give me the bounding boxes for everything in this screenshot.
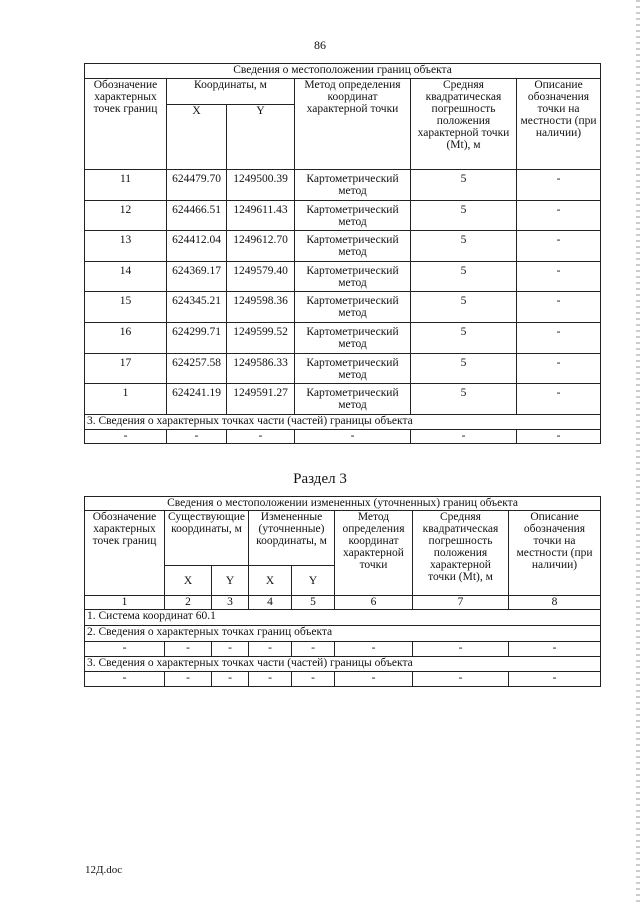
header-y1: Y	[212, 566, 249, 596]
table-row	[85, 353, 601, 384]
cell-desc: -	[517, 353, 601, 384]
footer-filename: 12Д.doc	[85, 864, 123, 876]
cell-point: 17	[85, 353, 167, 384]
cell: -	[509, 672, 601, 687]
cell-method: Картометрический метод	[295, 292, 411, 323]
cell: -	[212, 672, 249, 687]
table1-body	[85, 170, 601, 415]
cell-method: Картометрический метод	[295, 231, 411, 262]
cell-x: 624369.17	[167, 261, 227, 292]
cell: -	[85, 672, 165, 687]
cell-mt: 5	[411, 200, 517, 231]
cell-point: 11	[85, 170, 167, 201]
cell: -	[517, 429, 601, 443]
header-x: X	[167, 105, 227, 170]
table-row	[85, 322, 601, 353]
header-description: Описание обозначения точки на местности (при наличии)	[509, 511, 601, 596]
cell-method: Картометрический метод	[295, 170, 411, 201]
scan-edge	[636, 0, 640, 905]
cell: -	[292, 672, 335, 687]
cell-desc: -	[517, 322, 601, 353]
table2-section3-row	[85, 672, 601, 687]
cell: -	[335, 642, 413, 657]
header-x2: X	[249, 566, 292, 596]
cell-y: 1249612.70	[227, 231, 295, 262]
page-number: 86	[314, 38, 326, 52]
cell-y: 1249599.52	[227, 322, 295, 353]
cell-x: 624479.70	[167, 170, 227, 201]
cell: 2	[165, 596, 212, 610]
cell-y: 1249591.27	[227, 384, 295, 415]
header-designation: Обозначение характерных точек границ	[85, 79, 167, 170]
cell: -	[249, 642, 292, 657]
header-changed: Измененные (уточненные) координаты, м	[249, 511, 335, 566]
cell-x: 624241.19	[167, 384, 227, 415]
cell-method: Картометрический метод	[295, 200, 411, 231]
coord-system: 1. Система координат 60.1	[85, 610, 601, 626]
cell-point: 1	[85, 384, 167, 415]
cell-mt: 5	[411, 231, 517, 262]
cell-desc: -	[517, 231, 601, 262]
table-row	[85, 384, 601, 415]
cell: -	[335, 672, 413, 687]
header-accuracy: Средняя квадратическая погрешность положения характерной точки (Mt), м	[411, 79, 517, 170]
cell: -	[85, 642, 165, 657]
cell-method: Картометрический метод	[295, 261, 411, 292]
cell-x: 624299.71	[167, 322, 227, 353]
cell-mt: 5	[411, 292, 517, 323]
cell-mt: 5	[411, 322, 517, 353]
cell: -	[413, 672, 509, 687]
table-row	[85, 170, 601, 201]
table2-section2-label: 2. Сведения о характерных точках границ объекта	[85, 626, 601, 642]
table1-section3-row	[85, 429, 601, 443]
header-x1: X	[165, 566, 212, 596]
table-row	[85, 292, 601, 323]
cell: 1	[85, 596, 165, 610]
cell-y: 1249579.40	[227, 261, 295, 292]
header-designation: Обозначение характерных точек границ	[85, 511, 165, 596]
cell: -	[292, 642, 335, 657]
cell: 8	[509, 596, 601, 610]
table1-section3-label: 3. Сведения о характерных точках части (частей) границы объекта	[85, 414, 601, 429]
cell-y: 1249598.36	[227, 292, 295, 323]
table2-title: Сведения о местоположении измененных (уточненных) границ объекта	[85, 497, 601, 511]
cell-x: 624345.21	[167, 292, 227, 323]
cell: -	[227, 429, 295, 443]
cell: -	[509, 642, 601, 657]
table2-section3-label: 3. Сведения о характерных точках части (частей) границы объекта	[85, 657, 601, 672]
section-title: Раздел 3	[293, 471, 347, 487]
cell-mt: 5	[411, 261, 517, 292]
cell-desc: -	[517, 292, 601, 323]
cell: 3	[212, 596, 249, 610]
cell-method: Картометрический метод	[295, 322, 411, 353]
cell: -	[295, 429, 411, 443]
cell: -	[165, 642, 212, 657]
table1-title: Сведения о местоположении границ объекта	[85, 64, 601, 79]
table-row	[85, 231, 601, 262]
cell: 6	[335, 596, 413, 610]
cell: 5	[292, 596, 335, 610]
header-coords: Координаты, м	[167, 79, 295, 105]
cell-point: 13	[85, 231, 167, 262]
header-method: Метод определения координат характерной точки	[295, 79, 411, 170]
cell-mt: 5	[411, 170, 517, 201]
cell-point: 14	[85, 261, 167, 292]
cell: -	[413, 642, 509, 657]
cell-mt: 5	[411, 384, 517, 415]
cell-point: 16	[85, 322, 167, 353]
cell-method: Картометрический метод	[295, 384, 411, 415]
header-description: Описание обозначения точки на местности (при наличии)	[517, 79, 601, 170]
cell-y: 1249611.43	[227, 200, 295, 231]
cell-point: 12	[85, 200, 167, 231]
cell-y: 1249500.39	[227, 170, 295, 201]
table2-section2-row	[85, 642, 601, 657]
cell: -	[249, 672, 292, 687]
cell-point: 15	[85, 292, 167, 323]
cell-desc: -	[517, 200, 601, 231]
column-numbers-row	[85, 596, 601, 610]
table-row	[85, 200, 601, 231]
changed-boundary-table	[84, 496, 601, 687]
cell: 4	[249, 596, 292, 610]
header-y2: Y	[292, 566, 335, 596]
cell-x: 624412.04	[167, 231, 227, 262]
header-existing: Существующие координаты, м	[165, 511, 249, 566]
table-row	[85, 261, 601, 292]
cell-desc: -	[517, 170, 601, 201]
cell-desc: -	[517, 384, 601, 415]
header-y: Y	[227, 105, 295, 170]
cell-desc: -	[517, 261, 601, 292]
cell-mt: 5	[411, 353, 517, 384]
boundary-table	[84, 63, 601, 444]
cell: -	[85, 429, 167, 443]
cell-x: 624466.51	[167, 200, 227, 231]
cell: -	[411, 429, 517, 443]
cell-y: 1249586.33	[227, 353, 295, 384]
cell: -	[212, 642, 249, 657]
cell: 7	[413, 596, 509, 610]
cell-method: Картометрический метод	[295, 353, 411, 384]
header-accuracy: Средняя квадратическая погрешность положения характерной точки (Mt), м	[413, 511, 509, 596]
header-method: Метод определения координат характерной точки	[335, 511, 413, 596]
cell: -	[165, 672, 212, 687]
cell: -	[167, 429, 227, 443]
cell-x: 624257.58	[167, 353, 227, 384]
